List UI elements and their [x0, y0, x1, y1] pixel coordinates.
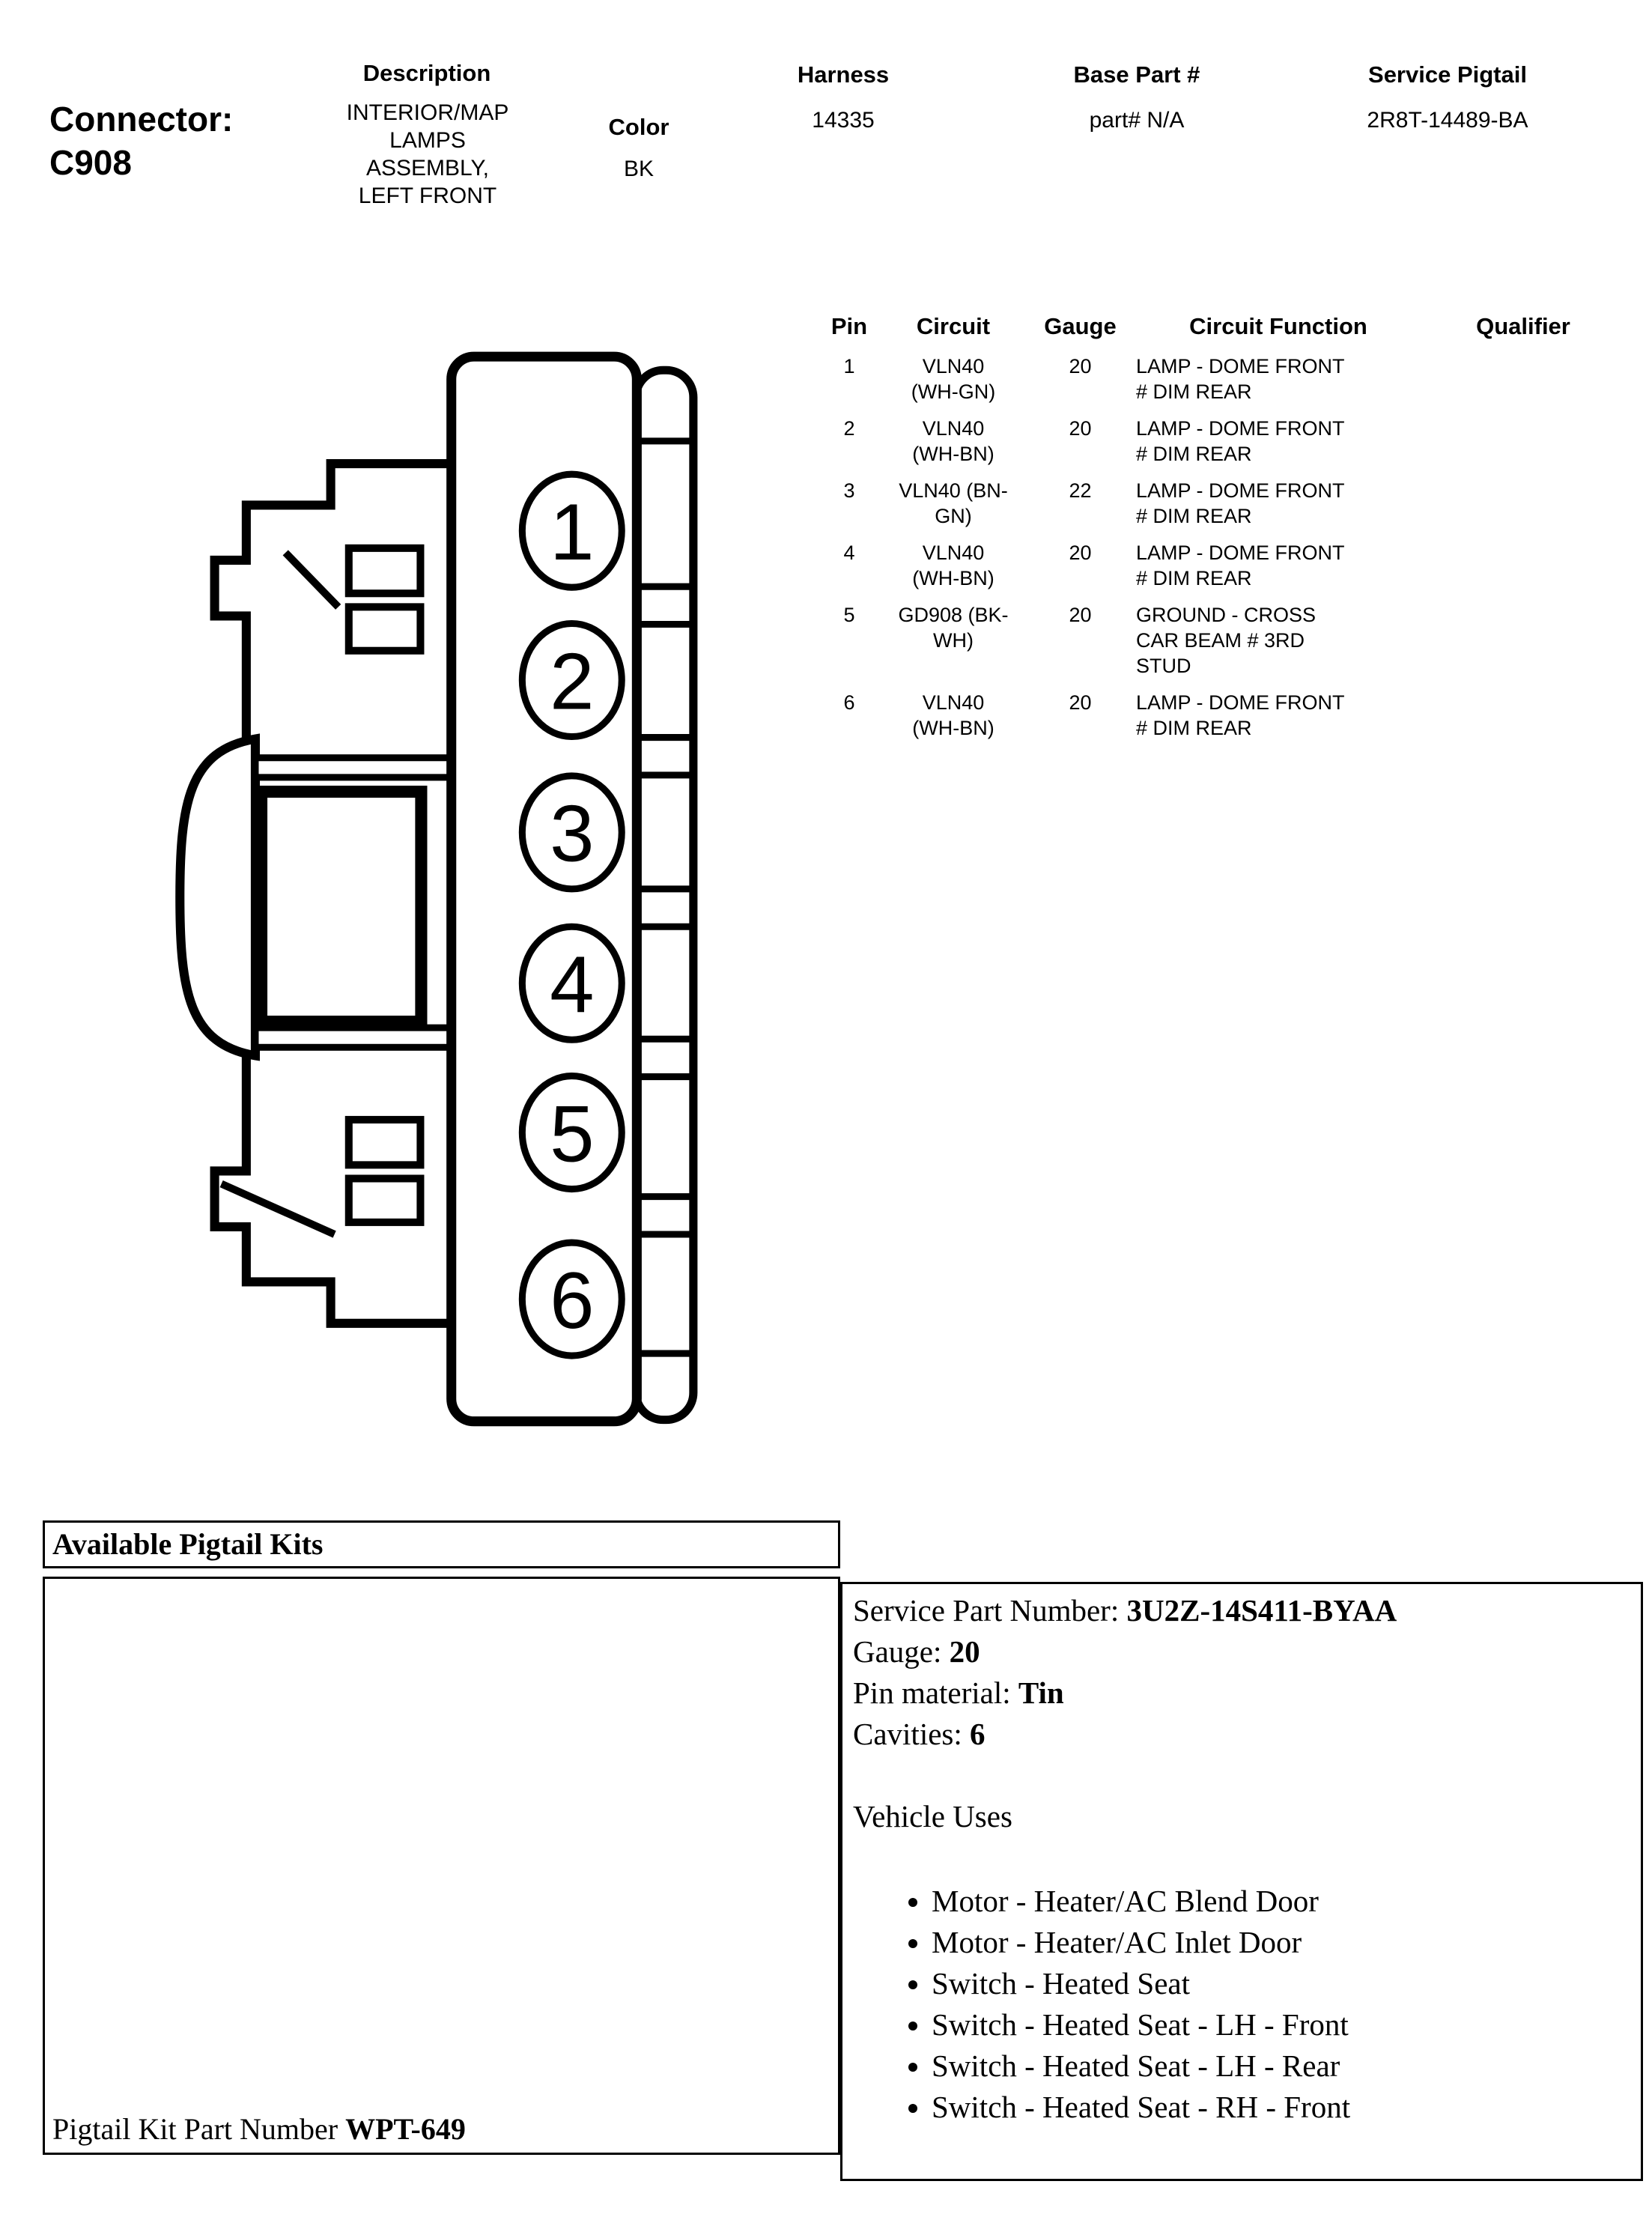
bottom-index-slot-1: [349, 1120, 421, 1165]
cavity-number-6: 6: [550, 1255, 595, 1345]
circuit-name: GD908 (BK-WH): [898, 604, 1009, 652]
circuit-name: VLN40 (WH-BN): [912, 542, 994, 589]
wire-gauge: 20: [1069, 604, 1092, 626]
list-item: • Switch - Heated Seat - LH - Rear: [932, 2045, 1630, 2087]
header-pin: Pin: [830, 313, 868, 339]
pin-material-value: Tin: [1018, 1675, 1064, 1710]
cavity-number-4: 4: [550, 938, 595, 1029]
connector-id-line2: C908: [49, 143, 132, 182]
table-row: [825, 478, 1627, 529]
harness-column-label: Harness: [797, 61, 890, 88]
pin-number: 5: [843, 604, 855, 626]
wire-gauge: 20: [1069, 691, 1092, 714]
gauge-label: Gauge:: [853, 1634, 942, 1669]
list-item: • Switch - Heated Seat - RH - Front: [932, 2087, 1630, 2128]
qualifier: [1430, 602, 1572, 679]
color-value: BK: [623, 157, 655, 181]
service-pigtail-column-label: Service Pigtail: [1368, 61, 1527, 88]
wire-gauge: 22: [1069, 479, 1092, 502]
pin-number: 2: [843, 417, 855, 440]
service-part-number-label: Service Part Number:: [853, 1593, 1120, 1628]
service-part-number-line: [853, 1590, 1630, 1631]
qualifier: [1430, 540, 1572, 591]
gauge-line: [853, 1631, 1630, 1672]
circuit-function: LAMP - DOME FRONT # DIM REAR: [1136, 479, 1345, 527]
pin-number: 6: [843, 691, 855, 714]
circuit-name: VLN40 (BN-GN): [899, 479, 1008, 527]
latch-window: [261, 792, 421, 1022]
wire-gauge: 20: [1069, 542, 1092, 564]
list-item: • Motor - Heater/AC Inlet Door: [932, 1922, 1630, 1963]
cavities-line: [853, 1714, 1630, 1755]
circuit-function: LAMP - DOME FRONT # DIM REAR: [1136, 691, 1345, 739]
base-part-column-label: Base Part #: [1073, 61, 1200, 88]
service-part-number-value: 3U2Z-14S411-BYAA: [1126, 1593, 1397, 1628]
description-value: INTERIOR/MAP LAMPS ASSEMBLY, LEFT FRONT: [346, 100, 509, 208]
cavity-number-5: 5: [550, 1088, 595, 1179]
circuit-function: LAMP - DOME FRONT # DIM REAR: [1136, 542, 1345, 589]
cavities-label: Cavities:: [853, 1717, 962, 1751]
cavity-number-3: 3: [550, 788, 595, 879]
circuit-name: VLN40 (WH-GN): [911, 355, 996, 403]
description-column-label: Description: [362, 60, 491, 86]
gauge-value: 20: [949, 1634, 980, 1669]
table-row: [825, 416, 1627, 467]
pigtail-kit-part-number-value: WPT-649: [345, 2112, 466, 2146]
circuit-name: VLN40 (WH-BN): [912, 691, 994, 739]
base-part-value: part# N/A: [1089, 108, 1185, 133]
cavities-value: 6: [970, 1717, 986, 1751]
available-pigtail-kits-title: Available Pigtail Kits: [52, 1527, 324, 1561]
circuit-function: LAMP - DOME FRONT # DIM REAR: [1136, 417, 1345, 465]
cavity-number-2: 2: [550, 636, 595, 727]
pin-number: 4: [843, 542, 855, 564]
harness-value: 14335: [812, 108, 875, 133]
side-latch: [180, 739, 255, 1056]
top-index-slot-2: [349, 607, 421, 650]
pin-table: [825, 313, 1627, 752]
list-item: • Motor - Heater/AC Blend Door: [932, 1881, 1630, 1922]
bottom-index-slot-2: [349, 1178, 421, 1222]
pin-number: 1: [843, 355, 855, 377]
qualifier: [1430, 416, 1572, 467]
connector-right-strip: [636, 370, 693, 1419]
pin-material-line: [853, 1672, 1630, 1714]
pigtail-kit-part-number: [52, 2111, 466, 2147]
cavity-number-1: 1: [550, 486, 595, 577]
qualifier: [1430, 354, 1572, 404]
list-item: • Switch - Heated Seat: [932, 1963, 1630, 2004]
circuit-function: GROUND - CROSS CAR BEAM # 3RD STUD: [1136, 604, 1317, 677]
available-pigtail-kits-title-box: [43, 1520, 840, 1568]
qualifier: [1430, 690, 1572, 741]
table-row: [825, 602, 1627, 679]
table-row: [825, 540, 1627, 591]
header-circuit-function: Circuit Function: [1189, 313, 1367, 339]
top-diagonal-rib: [285, 553, 338, 607]
circuit-name: VLN40 (WH-BN): [912, 417, 994, 465]
pigtail-kit-box: [43, 1577, 840, 2155]
pin-number: 3: [843, 479, 855, 502]
header-qualifier: Qualifier: [1476, 313, 1570, 339]
table-row: [825, 690, 1627, 741]
vehicle-uses-title: Vehicle Uses: [853, 1799, 1012, 1834]
connector-face-drawing: [150, 351, 708, 1452]
vehicle-uses-list: [853, 1881, 1630, 2128]
top-index-slot-1: [349, 548, 421, 593]
connector-id: [49, 97, 233, 184]
latch-bottom-bar: [255, 1028, 453, 1047]
table-row: [825, 354, 1627, 404]
pin-table-header: [825, 313, 1627, 340]
service-part-details-box: [840, 1582, 1643, 2181]
service-pigtail-value: 2R8T-14489-BA: [1367, 108, 1528, 133]
wire-gauge: 20: [1069, 355, 1092, 377]
circuit-function: LAMP - DOME FRONT # DIM REAR: [1136, 355, 1345, 403]
latch-top-bar: [255, 758, 453, 777]
qualifier: [1430, 478, 1572, 529]
pigtail-kit-part-number-label: Pigtail Kit Part Number: [52, 2112, 338, 2146]
header-gauge: Gauge: [1044, 313, 1117, 339]
connector-id-line1: Connector:: [49, 100, 234, 139]
pin-material-label: Pin material:: [853, 1675, 1011, 1710]
wire-gauge: 20: [1069, 417, 1092, 440]
header-circuit: Circuit: [916, 313, 991, 339]
color-column-label: Color: [608, 114, 669, 140]
list-item: • Switch - Heated Seat - LH - Front: [932, 2004, 1630, 2045]
